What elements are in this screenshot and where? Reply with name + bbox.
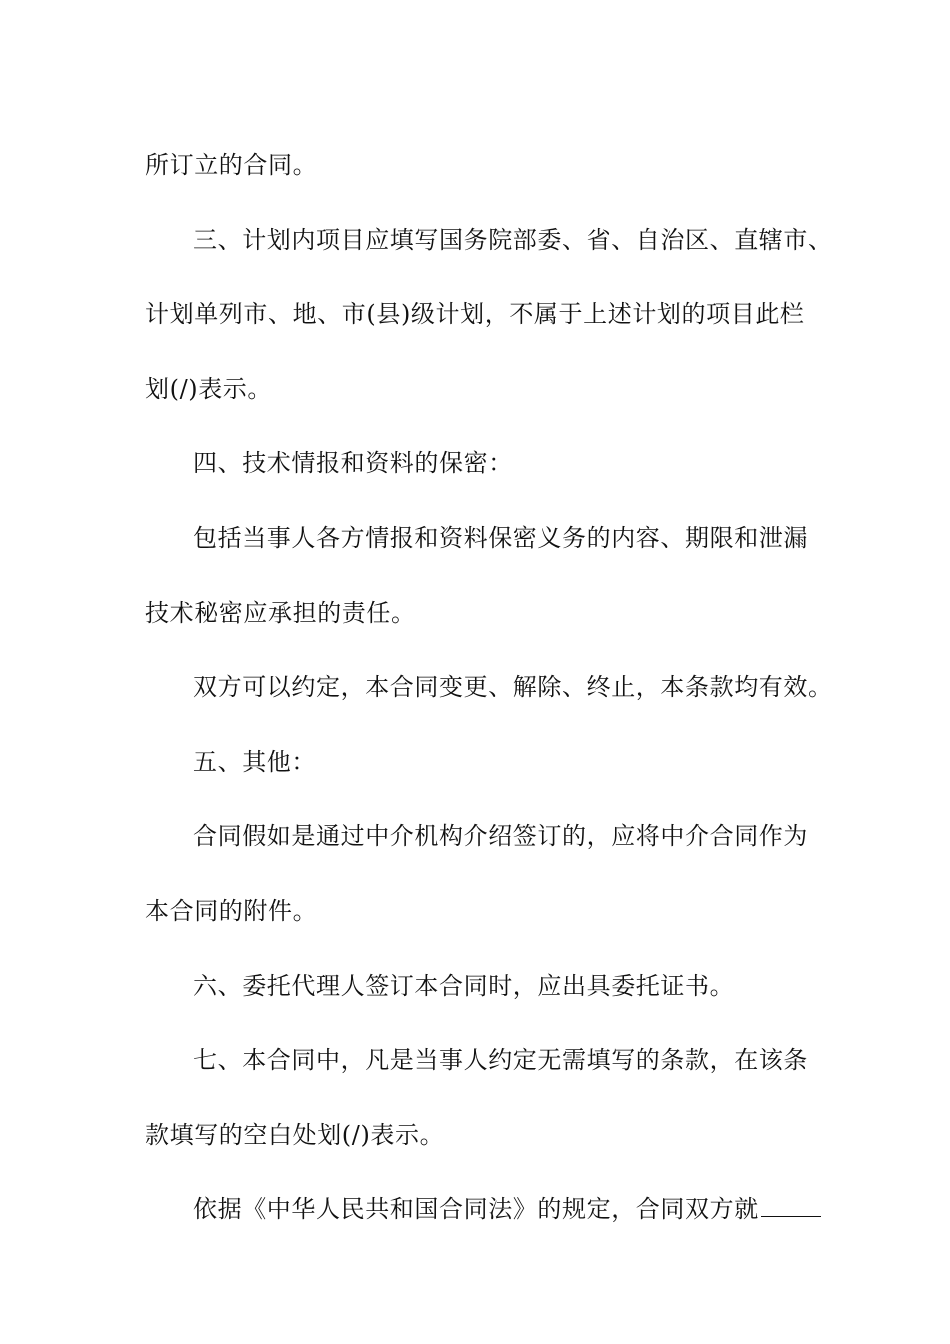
text-line-8: 双方可以约定，本合同变更、解除、终止，本条款均有效。 (193, 673, 833, 702)
text-line-15 (145, 1172, 810, 1247)
text-line-13: 七、本合同中，凡是当事人约定无需填写的条款，在该条 (193, 1046, 808, 1075)
text-line-12: 六、委托代理人签订本合同时，应出具委托证书。 (193, 971, 735, 1000)
text-line-3: 计划单列市、地、市(县)级计划，不属于上述计划的项目此栏 (145, 300, 805, 329)
text-line-4: 划(/)表示。 (145, 374, 273, 403)
text-line-7: 技术秘密应承担的责任。 (145, 598, 416, 627)
text-line-15-content: 依据《中华人民共和国合同法》的规定，合同双方就 (193, 1195, 759, 1224)
document-body (145, 128, 833, 1247)
text-line-2: 三、计划内项目应填写国务院部委、省、自治区、直辖市、 (193, 225, 833, 254)
text-line-14: 款填写的空白处划(/)表示。 (145, 1120, 445, 1149)
text-line-11: 本合同的附件。 (145, 896, 318, 925)
text-line-9: 五、其他： (193, 747, 316, 776)
text-line-10: 合同假如是通过中介机构介绍签订的，应将中介合同作为 (193, 822, 808, 851)
text-line-5: 四、技术情报和资料的保密： (193, 449, 513, 478)
fill-in-blank (761, 1198, 821, 1217)
text-line-1: 所订立的合同。 (145, 151, 318, 179)
text-line-6: 包括当事人各方情报和资料保密义务的内容、期限和泄漏 (193, 523, 808, 552)
